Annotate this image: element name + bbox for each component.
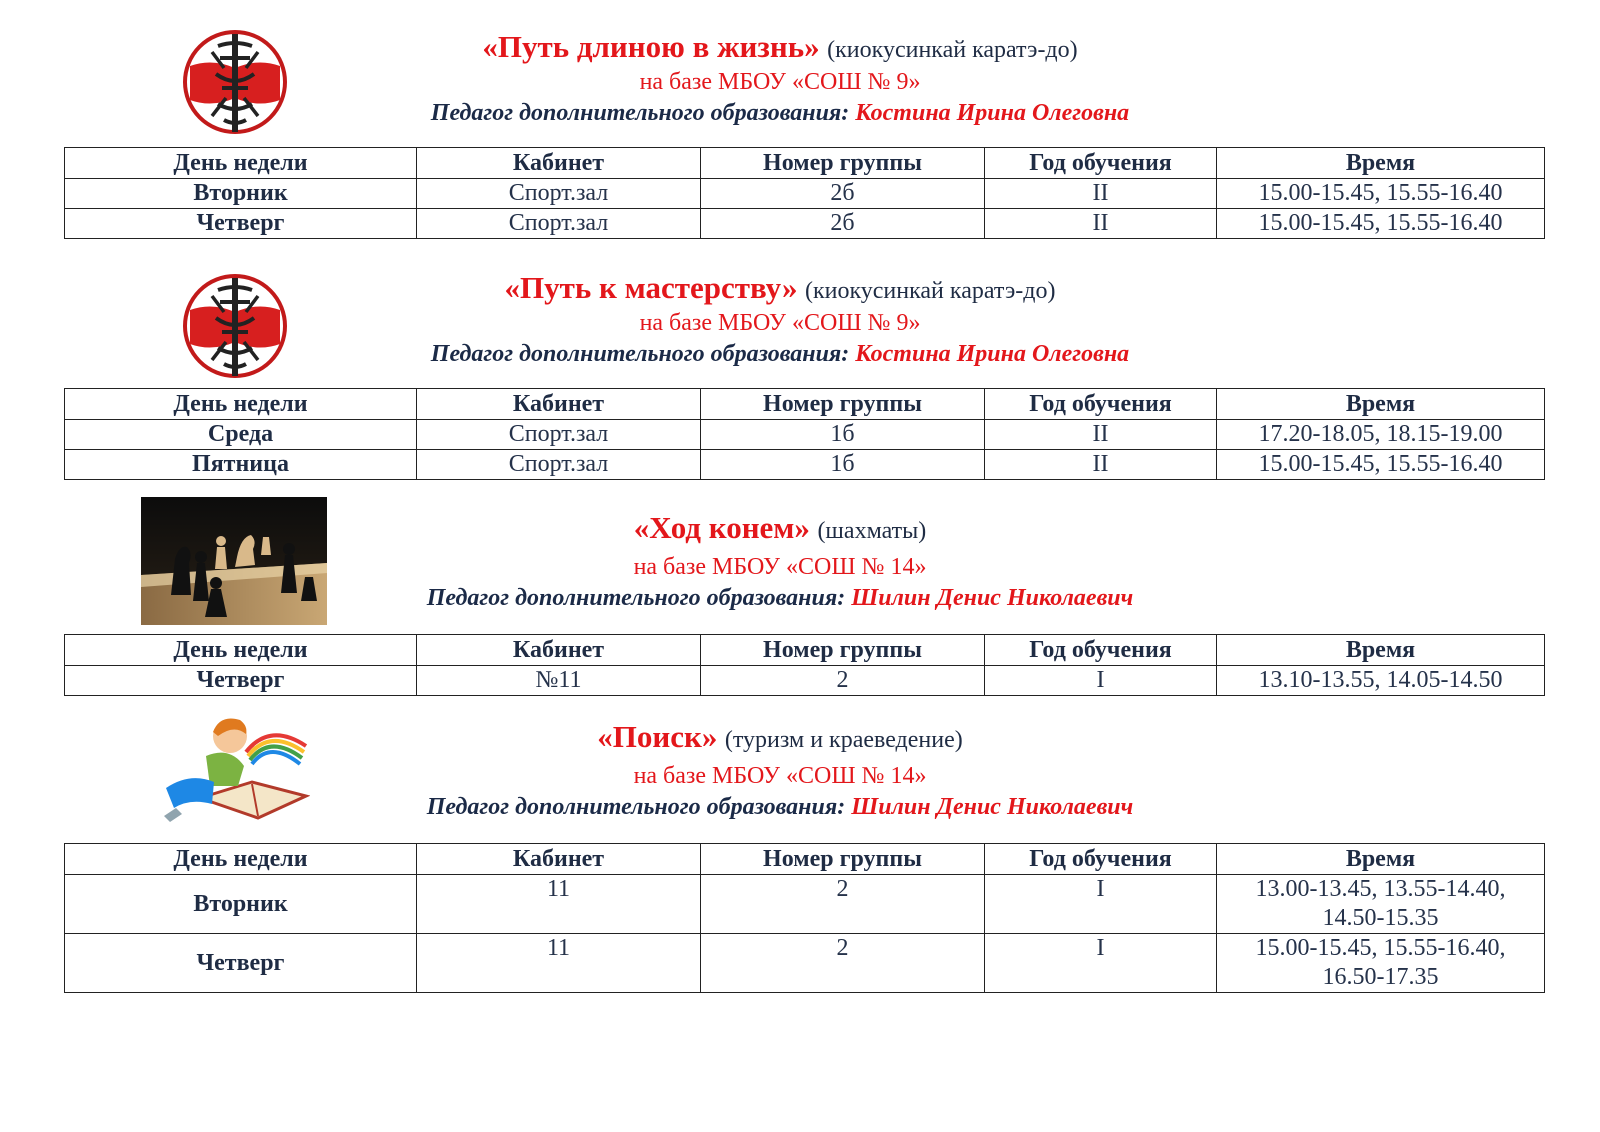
schedule-table [64, 843, 1545, 993]
table-row [65, 875, 1545, 934]
club-subtitle: (шахматы) [817, 518, 927, 544]
school-base: на базе МБОУ «СОШ № 9» [639, 310, 921, 336]
header-time: Время [1217, 844, 1545, 875]
club-subtitle: (туризм и краеведение) [724, 727, 963, 753]
cell-group: 2 [701, 875, 985, 934]
cell-group: 1б [701, 450, 985, 480]
cell-year: II [985, 420, 1217, 450]
header-time: Время [1217, 148, 1545, 179]
cell-group: 2б [701, 179, 985, 209]
header-year: Год обучения [985, 635, 1217, 666]
header-day: День недели [65, 389, 417, 420]
teacher-label: Педагог дополнительного образования: [426, 585, 846, 611]
header-time: Время [1217, 635, 1545, 666]
header-year: Год обучения [985, 389, 1217, 420]
header-day: День недели [65, 844, 417, 875]
time-line: 14.50-15.35 [1322, 905, 1439, 931]
header-year: Год обучения [985, 844, 1217, 875]
teacher-name: Костина Ирина Олеговна [855, 341, 1130, 367]
club-title: «Ход конем» [633, 510, 810, 545]
cell-time [1217, 934, 1545, 993]
time-line: 15.00-15.45, 15.55-16.40, [1255, 935, 1506, 961]
child-reading-book-icon [160, 712, 310, 830]
cell-time: 17.20-18.05, 18.15-19.00 [1217, 420, 1545, 450]
table-header-row [65, 148, 1545, 179]
cell-room: №11 [417, 666, 701, 696]
schedule-table [64, 634, 1545, 696]
table-header-row [65, 389, 1545, 420]
header-day: День недели [65, 635, 417, 666]
teacher-name: Шилин Денис Николаевич [851, 585, 1134, 611]
header-time: Время [1217, 389, 1545, 420]
header-day: День недели [65, 148, 417, 179]
club-title: «Путь длиною в жизнь» [482, 29, 820, 64]
cell-room: Спорт.зал [417, 450, 701, 480]
cell-year: I [985, 666, 1217, 696]
cell-day: Вторник [65, 875, 417, 934]
teacher-label: Педагог дополнительного образования: [430, 341, 850, 367]
kyokushin-karate-emblem-icon [182, 28, 288, 136]
cell-day: Четверг [65, 209, 417, 239]
header-group: Номер группы [701, 148, 985, 179]
table-header-row [65, 635, 1545, 666]
section-heading [350, 271, 1210, 370]
cell-day: Вторник [65, 179, 417, 209]
club-subtitle: (киокусинкай каратэ-до) [827, 37, 1078, 63]
cell-room: 11 [417, 934, 701, 993]
teacher-label: Педагог дополнительного образования: [426, 794, 846, 820]
cell-year: II [985, 209, 1217, 239]
header-room: Кабинет [417, 148, 701, 179]
cell-day: Четверг [65, 934, 417, 993]
cell-year: I [985, 875, 1217, 934]
teacher-label: Педагог дополнительного образования: [430, 100, 850, 126]
school-base: на базе МБОУ «СОШ № 9» [639, 69, 921, 95]
cell-room: Спорт.зал [417, 209, 701, 239]
table-row [65, 666, 1545, 696]
school-base: на базе МБОУ «СОШ № 14» [633, 554, 927, 580]
club-title: «Путь к мастерству» [504, 270, 798, 305]
table-row [65, 179, 1545, 209]
section-heading [350, 511, 1210, 614]
cell-room: 11 [417, 875, 701, 934]
cell-day: Среда [65, 420, 417, 450]
cell-time: 13.10-13.55, 14.05-14.50 [1217, 666, 1545, 696]
cell-group: 1б [701, 420, 985, 450]
kyokushin-karate-emblem-icon [182, 272, 288, 380]
section-heading [350, 720, 1210, 823]
schedule-table [64, 388, 1545, 480]
cell-group: 2 [701, 666, 985, 696]
teacher-name: Костина Ирина Олеговна [855, 100, 1130, 126]
table-header-row [65, 844, 1545, 875]
cell-time: 15.00-15.45, 15.55-16.40 [1217, 450, 1545, 480]
table-row [65, 450, 1545, 480]
header-group: Номер группы [701, 635, 985, 666]
header-group: Номер группы [701, 389, 985, 420]
time-line: 13.00-13.45, 13.55-14.40, [1255, 876, 1506, 902]
header-room: Кабинет [417, 635, 701, 666]
header-room: Кабинет [417, 389, 701, 420]
cell-time [1217, 875, 1545, 934]
school-base: на базе МБОУ «СОШ № 14» [633, 763, 927, 789]
table-row [65, 420, 1545, 450]
cell-day: Четверг [65, 666, 417, 696]
cell-group: 2б [701, 209, 985, 239]
cell-time: 15.00-15.45, 15.55-16.40 [1217, 179, 1545, 209]
table-row [65, 209, 1545, 239]
cell-day: Пятница [65, 450, 417, 480]
section-heading [350, 30, 1210, 129]
chess-pieces-photo-icon [141, 497, 327, 625]
teacher-name: Шилин Денис Николаевич [851, 794, 1134, 820]
schedule-table [64, 147, 1545, 239]
club-subtitle: (киокусинкай каратэ-до) [804, 278, 1056, 304]
club-title: «Поиск» [597, 719, 718, 754]
cell-room: Спорт.зал [417, 179, 701, 209]
header-room: Кабинет [417, 844, 701, 875]
header-year: Год обучения [985, 148, 1217, 179]
cell-group: 2 [701, 934, 985, 993]
cell-year: II [985, 179, 1217, 209]
time-line: 16.50-17.35 [1322, 964, 1439, 990]
cell-room: Спорт.зал [417, 420, 701, 450]
cell-time: 15.00-15.45, 15.55-16.40 [1217, 209, 1545, 239]
cell-year: I [985, 934, 1217, 993]
header-group: Номер группы [701, 844, 985, 875]
table-row [65, 934, 1545, 993]
cell-year: II [985, 450, 1217, 480]
